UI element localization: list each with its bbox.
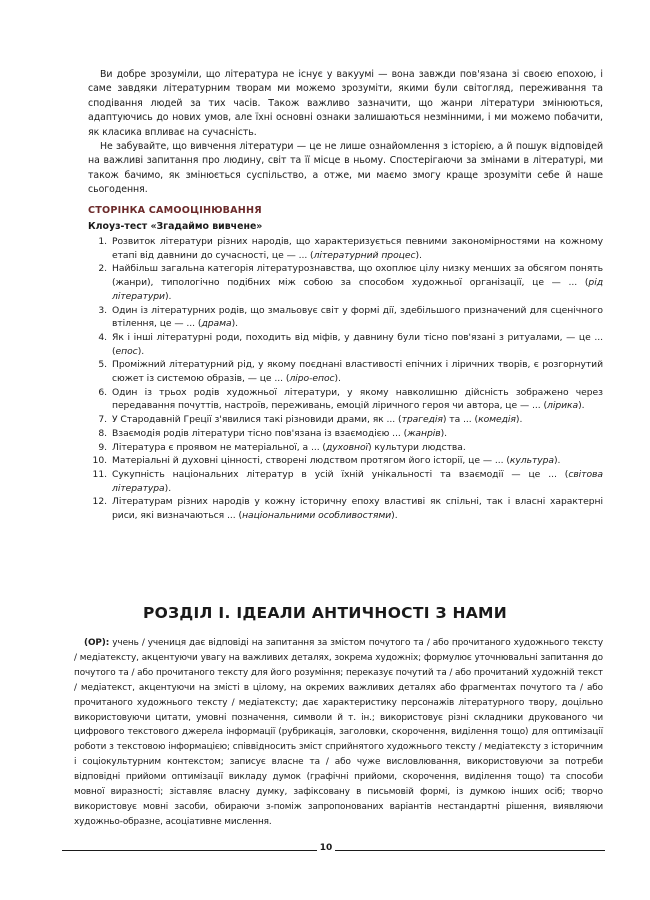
cloze-item bbox=[78, 427, 603, 441]
cloze-text-part: Література є проявом не матеріальної, а ... ( bbox=[112, 441, 326, 453]
cloze-text-part: ). bbox=[554, 455, 561, 467]
cloze-answer: лірика bbox=[547, 400, 579, 412]
cloze-text-part: ). bbox=[440, 427, 448, 439]
footer-rule-left bbox=[62, 850, 317, 851]
cloze-answer: комедія bbox=[478, 414, 516, 426]
cloze-item-text bbox=[112, 413, 603, 427]
cloze-item-number: 7. bbox=[98, 414, 107, 426]
cloze-item-number: 6. bbox=[98, 386, 107, 398]
cloze-answer: культура bbox=[509, 455, 554, 467]
cloze-item-text bbox=[112, 235, 603, 262]
cloze-text-part: ). bbox=[164, 482, 172, 494]
cloze-test-title: Клоуз-тест «Згадаймо вивчене» bbox=[88, 221, 263, 232]
cloze-item-text bbox=[112, 386, 603, 413]
cloze-text-part: ). bbox=[164, 290, 172, 302]
cloze-item-text bbox=[112, 358, 603, 385]
cloze-item-text bbox=[112, 427, 603, 441]
cloze-item-number: 1. bbox=[98, 236, 107, 247]
outcomes-label: (ОР): bbox=[84, 638, 110, 648]
cloze-text-part: Найбільш загальна категорія літературознавства, що охоплює цілу низку менших за обсягом понять (жанри), типологічно подібних між собою за способом художньої організації, це — ... ( bbox=[112, 263, 603, 289]
cloze-text-part: ). bbox=[334, 373, 341, 385]
intro-paragraph-2: Не забувайте, що вивчення літератури — це не лише ознайомлення з історією, а й пошук відповідей на важливі запитання про людину, світ та її місце в ньому. Спостерігаючи за змінами в літературі, ми також бачимо, як змінюється суспільство, а отже, ми маємо змогу краще зрозуміти себе й наше сьогодення. bbox=[88, 141, 603, 196]
cloze-item-number: 4. bbox=[98, 331, 107, 343]
cloze-text-part: ). bbox=[231, 318, 238, 330]
chapter-title: РОЗДІЛ І. ІДЕАЛИ АНТИЧНОСТІ З НАМИ bbox=[142, 604, 508, 622]
cloze-text-part: ). bbox=[578, 400, 585, 412]
cloze-item-text bbox=[112, 495, 603, 522]
cloze-answer: трагедія bbox=[401, 414, 443, 426]
cloze-answer: літературний процес bbox=[313, 249, 416, 261]
cloze-item bbox=[78, 441, 603, 455]
cloze-answer: духовної bbox=[325, 441, 369, 453]
cloze-text-part: ). bbox=[137, 345, 145, 357]
cloze-item bbox=[78, 262, 603, 303]
cloze-text-part: Літературам різних народів у кожну історичну епоху властиві як спільні, так і власні характерні риси, які визначаються ... ( bbox=[112, 496, 603, 522]
cloze-text-part: Розвиток літератури різних народів, що характеризується певними закономірностями на кожному етапі від давнини до сучасності, це — ... ( bbox=[112, 236, 603, 261]
cloze-answer: жанрів bbox=[407, 427, 441, 439]
cloze-item-text bbox=[112, 454, 603, 468]
cloze-text-part: Один із трьох родів художньої літератури, у якому навколишню дійсність зображено через передавання почуттів, настроїв, переживань, емоцій ліричного героя чи автора, це — ... ( bbox=[112, 386, 603, 412]
cloze-test-list bbox=[78, 235, 603, 523]
cloze-item bbox=[78, 331, 603, 358]
page-number: 10 bbox=[319, 843, 333, 853]
cloze-answer: ліро-епос bbox=[289, 373, 335, 385]
cloze-answer: світова література bbox=[112, 468, 603, 494]
cloze-text-part: ). bbox=[415, 249, 422, 261]
cloze-item bbox=[78, 495, 603, 522]
cloze-answer: епос bbox=[115, 345, 138, 357]
self-assessment-heading: СТОРІНКА САМООЦІНЮВАННЯ bbox=[88, 205, 262, 216]
cloze-text-part: Взаємодія родів літератури тісно пов'язана із взаємодією ... ( bbox=[112, 427, 408, 439]
cloze-item-number: 12. bbox=[92, 496, 107, 508]
cloze-text-part: Один із літературних родів, що змальовує світ у формі дії, здебільшого призначений для сценічного втілення, це — ... ( bbox=[112, 304, 603, 330]
cloze-item-number: 3. bbox=[98, 304, 107, 316]
cloze-text-part: ) культури людства. bbox=[368, 441, 466, 453]
cloze-answer: драма bbox=[201, 318, 232, 330]
footer-rule-right bbox=[335, 850, 605, 851]
cloze-item bbox=[78, 454, 603, 468]
cloze-item bbox=[78, 304, 603, 331]
cloze-item-number: 5. bbox=[98, 359, 107, 371]
cloze-item bbox=[78, 413, 603, 427]
cloze-item-text bbox=[112, 304, 603, 331]
cloze-item-number: 10. bbox=[92, 455, 107, 467]
cloze-text-part: Проміжний літературний рід, у якому поєднані властивості епічних і ліричних творів, є розгорнутий сюжет із системою образів, — це ... ( bbox=[112, 359, 603, 385]
cloze-item-number: 9. bbox=[98, 441, 107, 453]
intro-paragraph-1: Ви добре зрозуміли, що література не існує у вакуумі — вона завжди пов'язана зі своєю епохою, і саме завдяки літературним творам ми можемо зрозуміти, якими були світогляд, переживання та сподівання людей за тих часів. Також важливо зазначити, що жанри літератури змінюються, адаптуючись до нових умов, але їхні основні ознаки залишаються незмінними, і ми можемо побачити, як класика впливає на сучасність. bbox=[88, 69, 603, 138]
cloze-item-text bbox=[112, 441, 603, 455]
cloze-text-part: Як і інші літературні роди, походить від міфів, у давнину були тісно пов'язані з ритуалами, — це ... ( bbox=[112, 331, 603, 357]
cloze-item-number: 11. bbox=[92, 468, 107, 480]
cloze-item bbox=[78, 235, 603, 262]
cloze-text-part: Матеріальні й духовні цінності, створені людством протягом його історії, це — ... ( bbox=[112, 455, 510, 467]
cloze-text-part: ) та ... ( bbox=[442, 414, 479, 426]
cloze-text-part: Сукупність національних літератур в усій їхній унікальності та взаємодії — це ... ( bbox=[112, 468, 569, 480]
cloze-item-text bbox=[112, 468, 603, 495]
cloze-item-text bbox=[112, 262, 603, 303]
cloze-item bbox=[78, 468, 603, 495]
cloze-answer: рід літератури bbox=[112, 277, 603, 302]
learning-outcomes bbox=[74, 636, 603, 830]
cloze-text-part: ). bbox=[391, 510, 398, 522]
cloze-text-part: ). bbox=[515, 414, 523, 426]
cloze-item bbox=[78, 386, 603, 413]
cloze-item bbox=[78, 358, 603, 385]
cloze-text-part: У Стародавній Греції з'явилися такі різновиди драми, як ... ( bbox=[112, 414, 402, 426]
outcomes-text: учень / учениця дає відповіді на запитання за змістом почутого та / або прочитаного художнього тексту / медіатексту, акцентуючи увагу на важливих деталях, зокрема художніх; формулює уточнювальні запитання до почутого та / або прочитаного тексту для його розуміння; переказує почутий та / або прочитаний художній текст / медіатекст, акцентуючи на змісті в цілому, на окремих важливих деталях або фрагментах почутого та / або прочитаного художнього тексту / медіатексту; дає характеристику персонажів літературного твору, доцільно використовуючи цитати, умовні позначення, символи й т. ін.; використовує різні складники друкованого чи цифрового текстового джерела інформації (рубрикація, заголовки, скорочення, виділення тощо) для оптимізації роботи з текстовою інформацією; співвідносить зміст сприйнятого художнього тексту / медіатексту з історичним і соціокультурним контекстом; записує власне та / або чуже висловлювання, використовуючи за потреби відповідні прийоми оптимізації викладу думок (графічні прийоми, скорочення, виділення тощо) та способи мовної виразності; зіставляє власну думку, зафіксовану в письмовій формі, із думкою інших осіб; творчо використовує мовні засоби, обираючи з-поміж запропонованих варіантів нестандартні рішення, виявляючи художньо-образне, асоціативне мислення. bbox=[74, 638, 603, 827]
cloze-item-text bbox=[112, 331, 603, 358]
cloze-answer: національними особливостями bbox=[242, 510, 392, 522]
cloze-item-number: 8. bbox=[98, 427, 107, 439]
cloze-item-number: 2. bbox=[98, 263, 107, 275]
